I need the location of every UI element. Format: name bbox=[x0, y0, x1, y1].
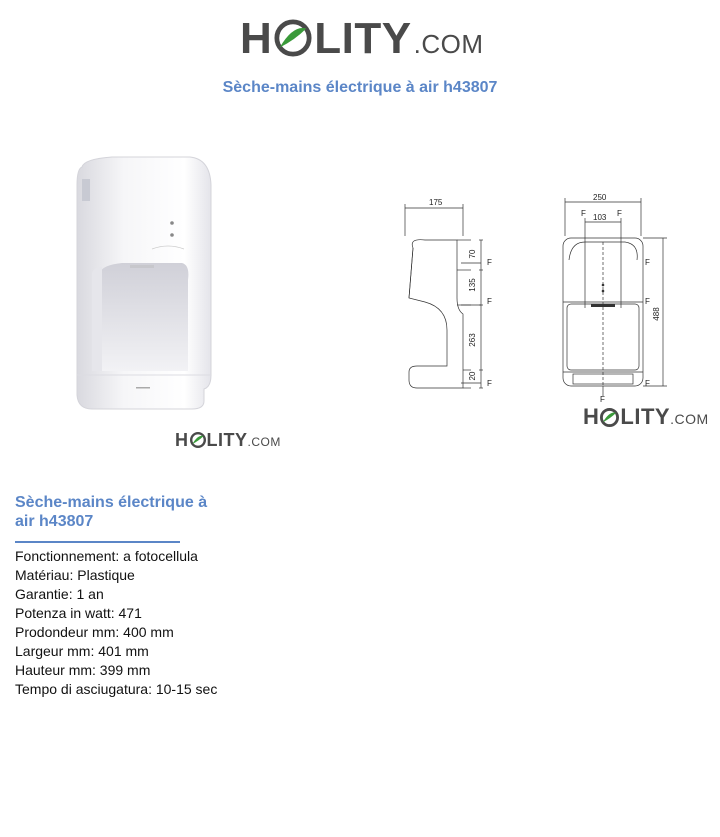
product-photo bbox=[72, 155, 217, 420]
dim-total-height: 488 bbox=[652, 307, 661, 321]
spec-item: Prodondeur mm: 400 mm bbox=[15, 624, 174, 640]
spec-item: Matériau: Plastique bbox=[15, 567, 135, 583]
dim-135: 135 bbox=[468, 278, 477, 292]
product-title-line1: Sèche-mains électrique à bbox=[15, 494, 208, 511]
photo-holity-logo[interactable] bbox=[175, 430, 281, 451]
drawing-holity-logo[interactable] bbox=[583, 404, 709, 430]
fix-label-front-1: F bbox=[645, 258, 650, 267]
logo-suffix: .COM bbox=[670, 411, 709, 427]
dim-70: 70 bbox=[468, 249, 477, 259]
fix-label-front-2: F bbox=[645, 297, 650, 306]
logo-o-icon bbox=[190, 432, 206, 448]
technical-drawing bbox=[395, 190, 705, 410]
logo-letters-lity: LITY bbox=[620, 404, 671, 429]
spec-item: Largeur mm: 401 mm bbox=[15, 643, 149, 659]
fix-label-side-2: F bbox=[487, 297, 492, 306]
product-title bbox=[15, 493, 235, 531]
fix-label-front-top-left: F bbox=[581, 209, 586, 218]
dim-20: 20 bbox=[468, 371, 477, 381]
spec-item: Potenza in watt: 471 bbox=[15, 605, 142, 621]
fix-label-front-bottom: F bbox=[600, 395, 605, 404]
fix-label-side-3: F bbox=[487, 379, 492, 388]
logo-letter-h: H bbox=[240, 14, 273, 63]
product-title-line2: air h43807 bbox=[15, 513, 94, 530]
spec-item: Hauteur mm: 399 mm bbox=[15, 662, 151, 678]
holity-logo[interactable] bbox=[240, 14, 484, 64]
spec-item: Garantie: 1 an bbox=[15, 586, 104, 602]
fix-label-front-3: F bbox=[645, 379, 650, 388]
fix-label-side-1: F bbox=[487, 258, 492, 267]
logo-letters-lity: LITY bbox=[206, 430, 248, 450]
logo-letter-h: H bbox=[583, 404, 600, 429]
dim-263: 263 bbox=[468, 333, 477, 347]
spec-item: Tempo di asciugatura: 10-15 sec bbox=[15, 681, 218, 697]
logo-o-icon bbox=[274, 18, 312, 56]
spec-list bbox=[15, 547, 217, 699]
logo-letters-lity: LITY bbox=[314, 14, 412, 63]
logo-suffix: .COM bbox=[247, 435, 281, 449]
logo-letter-h: H bbox=[175, 430, 189, 450]
spec-item: Fonctionnement: a fotocellula bbox=[15, 548, 198, 564]
page-title: Sèche-mains électrique à air h43807 bbox=[222, 79, 498, 96]
title-divider bbox=[15, 541, 180, 543]
dim-side-width: 175 bbox=[429, 198, 443, 207]
dim-front-width: 250 bbox=[593, 193, 607, 202]
logo-suffix: .COM bbox=[413, 29, 484, 59]
fix-label-front-top-right: F bbox=[617, 209, 622, 218]
logo-o-icon bbox=[600, 407, 619, 426]
dim-inner-width: 103 bbox=[593, 213, 607, 222]
